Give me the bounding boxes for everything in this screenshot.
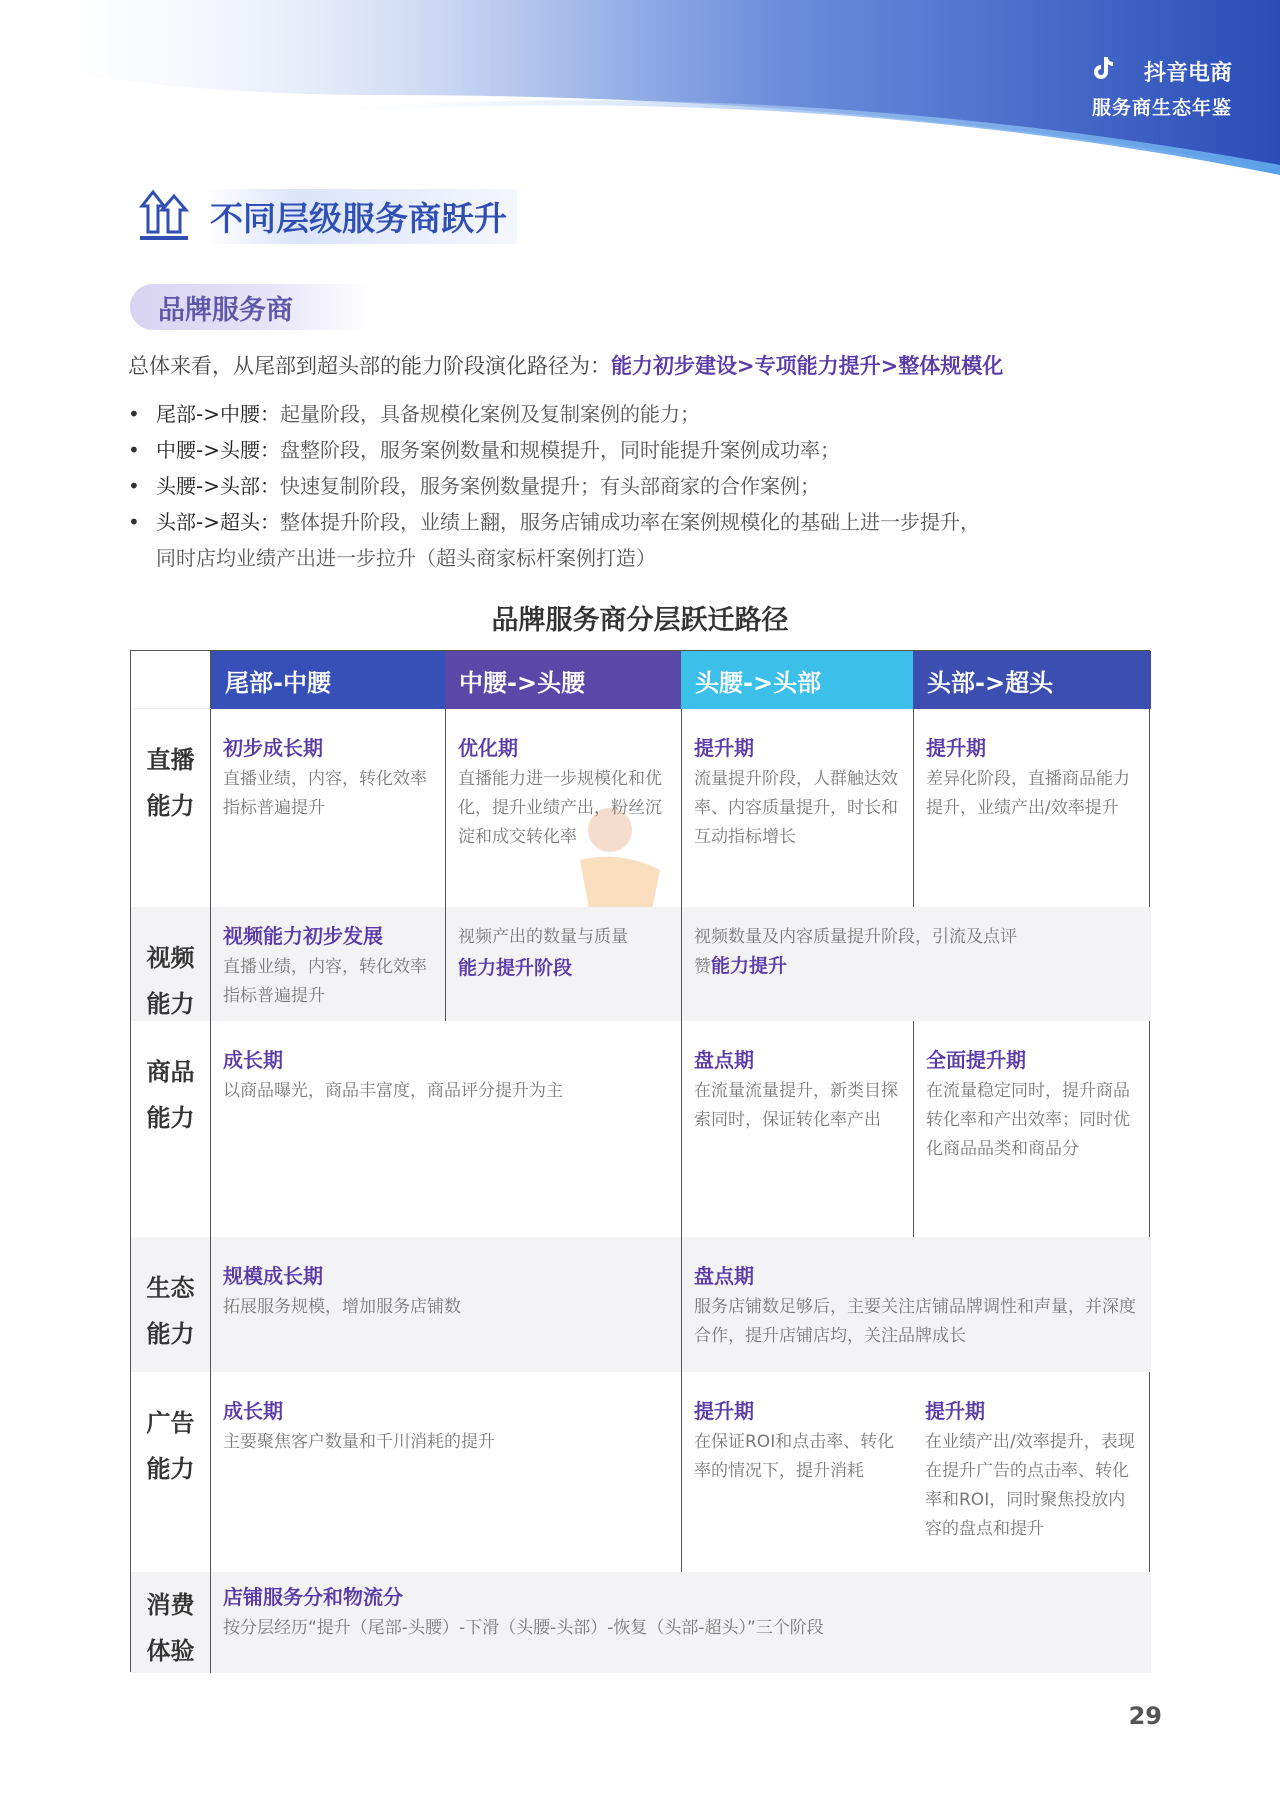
cell-title: 成长期 [223, 1399, 283, 1423]
intro-prefix: 总体来看，从尾部到超头部的能力阶段演化路径为： [128, 354, 611, 378]
table-cell [913, 709, 1151, 907]
bullet-text: 快速复制阶段，服务案例数量提升；有头部商家的合作案例； [279, 474, 820, 498]
header-wave [0, 0, 1280, 180]
cell-desc: 按分层经历“提升（尾部-头腰）-下滑（头腰-头部）-恢复（头部-超头）”三个阶段 [223, 1618, 824, 1638]
bullet-key: 头腰->头部： [156, 474, 280, 498]
cell-title: 全面提升期 [926, 1048, 1026, 1072]
cell-desc: 在保证ROI和点击率、转化率的情况下，提升消耗 [694, 1432, 895, 1481]
col-header: 头腰->头部 [681, 651, 913, 709]
cell-desc: 直播业绩，内容，转化效率指标普遍提升 [223, 957, 427, 1006]
row-label-line: 能力 [146, 1104, 195, 1132]
cell-title: 优化期 [458, 736, 518, 760]
table-cell [211, 709, 445, 907]
header-band [0, 0, 1280, 180]
cell-desc: 在业绩产出/效率提升，表现在提升广告的点击率、转化率和ROI，同时聚焦投放内容的盘点和提升 [925, 1432, 1135, 1539]
row-label-line: 视频 [146, 944, 195, 972]
row-label-line: 能力 [146, 792, 195, 820]
intro-text [128, 350, 1003, 380]
list-item [128, 468, 1138, 504]
cell-emphasis: 能力提升 [711, 955, 788, 977]
tiktok-note-icon [1092, 56, 1114, 80]
table-cell [211, 1021, 681, 1237]
col-header: 中腰->头腰 [445, 651, 681, 709]
cell-desc: 主要聚焦客户数量和千川消耗的提升 [223, 1432, 495, 1452]
cell-title: 规模成长期 [223, 1264, 323, 1288]
row-label-line: 商品 [146, 1058, 195, 1086]
row-label-line: 能力 [146, 1455, 195, 1483]
row-label-live [131, 709, 211, 907]
table-cell [211, 1237, 681, 1372]
row-label-line: 能力 [146, 1320, 195, 1348]
bullet-key: 头部->超头： [156, 510, 280, 534]
row-label-video [131, 907, 211, 1021]
table-title: 品牌服务商分层跃迁路径 [491, 605, 789, 636]
cell-desc: 在流量流量提升，新类目探索同时，保证转化率产出 [694, 1081, 898, 1130]
list-item [128, 396, 1138, 432]
cell-desc: 差异化阶段，直播商品能力提升，业绩产出/效率提升 [926, 769, 1130, 818]
cell-desc: 服务店铺数足够后，主要关注店铺品牌调性和声量，并深度合作，提升店铺店均，关注品牌成长 [694, 1297, 1136, 1346]
cell-desc: 视频产出的数量与质量 [458, 927, 628, 947]
cell-title: 店铺服务分和物流分 [223, 1585, 403, 1609]
cell-emphasis: 能力提升阶段 [458, 957, 573, 979]
cell-title: 提升期 [926, 736, 986, 760]
brand-block [1092, 56, 1232, 120]
bullet-list [128, 396, 1138, 576]
table-cell [445, 709, 681, 907]
cell-desc: 直播业绩，内容，转化效率指标普遍提升 [223, 769, 427, 818]
bullet-key: 尾部->中腰： [156, 402, 280, 426]
row-label-eco [131, 1237, 211, 1372]
cell-title: 提升期 [925, 1399, 985, 1423]
table-cell [681, 1372, 913, 1572]
tier-path-table [130, 650, 1150, 1672]
bullet-text: 整体提升阶段，业绩上翻，服务店铺成功率在案例规模化的基础上进一步提升， [279, 510, 980, 534]
brand-name: 抖音电商 [1143, 61, 1232, 86]
cell-title: 盘点期 [694, 1048, 754, 1072]
cell-desc: 拓展服务规模，增加服务店铺数 [223, 1297, 461, 1317]
table-cell [211, 1372, 681, 1572]
list-item [128, 504, 1138, 576]
bullet-text-continued: 同时店均业绩产出进一步拉升（超头商家标杆案例打造） [156, 546, 656, 570]
cell-title: 成长期 [223, 1048, 283, 1072]
table-cell [913, 1021, 1151, 1237]
row-label-line: 消费 [146, 1591, 195, 1619]
row-label-product [131, 1021, 211, 1237]
bullet-text: 起量阶段，具备规模化案例及复制案例的能力； [279, 402, 700, 426]
col-header: 头部->超头 [913, 651, 1151, 709]
bullet-key: 中腰->头腰： [156, 438, 280, 462]
cell-desc: 在流量稳定同时，提升商品转化率和产出效率；同时优化商品品类和商品分 [926, 1081, 1130, 1159]
cell-title: 提升期 [694, 1399, 754, 1423]
page-number: 29 [1128, 1702, 1162, 1730]
bullet-text: 盘整阶段，服务案例数量和规模提升，同时能提升案例成功率； [279, 438, 840, 462]
cell-desc: 流量提升阶段，人群触达效率、内容质量提升，时长和互动指标增长 [694, 769, 898, 847]
subsection-label: 品牌服务商 [158, 294, 293, 326]
table-cell [681, 907, 1151, 1021]
brand-subtitle: 服务商生态年鉴 [1091, 97, 1232, 119]
cell-title: 初步成长期 [223, 736, 323, 760]
table-cell [681, 709, 913, 907]
cell-title: 视频能力初步发展 [223, 924, 383, 948]
list-item [128, 432, 1138, 468]
table-cell [445, 907, 681, 1021]
row-label-line: 生态 [146, 1274, 195, 1302]
row-label-line: 能力 [146, 990, 195, 1018]
row-label-consumer [131, 1572, 211, 1673]
table-cell [211, 1572, 1151, 1673]
cell-title: 盘点期 [694, 1264, 754, 1288]
table-corner [131, 651, 211, 709]
section-title [138, 188, 517, 244]
table-cell [681, 1237, 1151, 1372]
double-up-arrow-icon [138, 188, 192, 244]
table-cell [211, 907, 445, 1021]
row-label-ads [131, 1372, 211, 1572]
cell-desc: 直播能力进一步规模化和优化，提升业绩产出，粉丝沉淀和成交转化率 [458, 769, 662, 847]
row-label-line: 广告 [146, 1409, 195, 1437]
cell-desc: 视频数量及内容质量提升阶段，引流及点评赞 [694, 927, 1017, 977]
section-title-text: 不同层级服务商跃升 [204, 189, 517, 244]
subsection-pill [130, 284, 370, 330]
table-cell [681, 1021, 913, 1237]
intro-emphasis: 能力初步建设>专项能力提升>整体规模化 [611, 354, 1004, 378]
row-label-line: 体验 [146, 1637, 195, 1665]
cell-desc: 以商品曝光，商品丰富度，商品评分提升为主 [223, 1081, 563, 1101]
cell-title: 提升期 [694, 736, 754, 760]
table-cell [913, 1372, 1151, 1572]
col-header: 尾部-中腰 [211, 651, 445, 709]
row-label-line: 直播 [146, 746, 195, 774]
